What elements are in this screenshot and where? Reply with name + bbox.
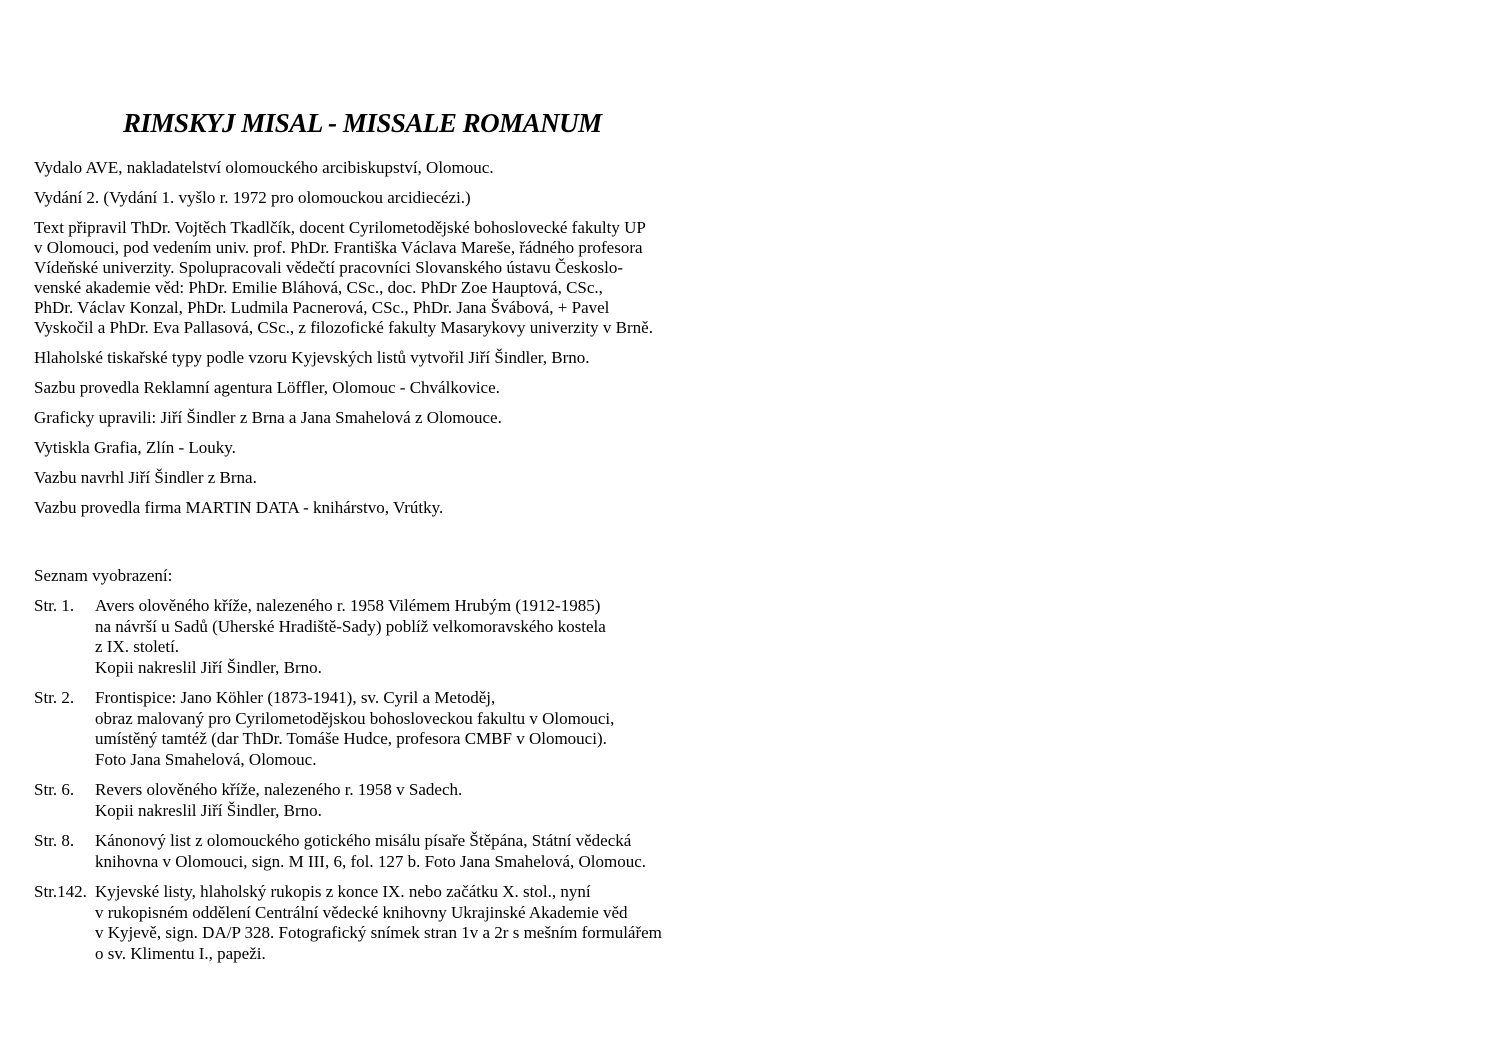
text-line: Vyskočil a PhDr. Eva Pallasová, CSc., z filozofické fakulty Masarykovy univerzity v Brně. xyxy=(34,318,653,337)
text-line: v Kyjevě, sign. DA/P 328. Fotografický snímek stran 1v a 2r s mešním formulářem xyxy=(95,923,662,942)
page-reference: Str. 2. xyxy=(34,688,75,707)
entry-description xyxy=(95,596,734,678)
text-line: PhDr. Václav Konzal, PhDr. Ludmila Pacnerová, CSc., PhDr. Jana Švábová, + Pavel xyxy=(34,298,610,317)
illustrations-list xyxy=(34,596,734,974)
text-line: Avers olověného kříže, nalezeného r. 1958 Vilémem Hrubým (1912-1985) xyxy=(95,596,601,615)
text-line: Vazbu navrhl Jiří Šindler z Brna. xyxy=(34,468,257,487)
list-item xyxy=(34,831,734,872)
text-line: Foto Jana Smahelová, Olomouc. xyxy=(95,749,317,769)
text-line: Kyjevské listy, hlaholský rukopis z konce IX. nebo začátku X. stol., nyní xyxy=(95,882,591,901)
text-line: Kánonový list z olomouckého gotického misálu písaře Štěpána, Státní vědecká xyxy=(95,831,632,850)
entry-description xyxy=(95,882,734,964)
text-line: obraz malovaný pro Cyrilometodějskou bohosloveckou fakultu v Olomouci, xyxy=(95,708,615,728)
illustrations-heading: Seznam vyobrazení: xyxy=(34,566,173,585)
entry-description xyxy=(95,831,734,872)
imprint-paragraph xyxy=(34,188,734,208)
list-item xyxy=(34,780,734,821)
page-reference: Str. 1. xyxy=(34,596,75,615)
text-line: umístěný tamtéž (dar ThDr. Tomáše Hudce, profesora CMBF v Olomouci). xyxy=(95,729,607,748)
text-line: venské akademie věd: PhDr. Emilie Bláhová, CSc., doc. PhDr Zoe Hauptová, CSc., xyxy=(34,278,603,297)
document-title: RIMSKYJ MISAL - MISSALE ROMANUM xyxy=(123,108,602,138)
text-line: Vazbu provedla firma MARTIN DATA - knihárstvo, Vrútky. xyxy=(34,498,444,517)
list-item xyxy=(34,688,734,770)
imprint-paragraph xyxy=(34,498,734,518)
text-line: Sazbu provedla Reklamní agentura Löffler, Olomouc - Chválkovice. xyxy=(34,378,500,397)
imprint-paragraph xyxy=(34,218,734,338)
entry-description xyxy=(95,780,734,821)
list-item xyxy=(34,882,734,964)
imprint-paragraph xyxy=(34,408,734,428)
text-line: Hlaholské tiskařské typy podle vzoru Kyjevských listů vytvořil Jiří Šindler, Brno. xyxy=(34,348,590,367)
text-line: Graficky upravili: Jiří Šindler z Brna a Jana Smahelová z Olomouce. xyxy=(34,408,502,427)
page-reference: Str. 6. xyxy=(34,780,75,799)
text-line: v rukopisném oddělení Centrální vědecké knihovny Ukrajinské Akademie věd xyxy=(95,902,628,922)
text-line: Revers olověného kříže, nalezeného r. 1958 v Sadech. xyxy=(95,780,463,799)
imprint-paragraph xyxy=(34,158,734,178)
text-line: knihovna v Olomouci, sign. M III, 6, fol. 127 b. Foto Jana Smahelová, Olomouc. xyxy=(95,851,647,871)
text-line: Text připravil ThDr. Vojtěch Tkadlčík, docent Cyrilometodějské bohoslovecké fakulty UP xyxy=(34,218,646,237)
text-line: z IX. století. xyxy=(95,637,180,656)
imprint-paragraph xyxy=(34,468,734,488)
text-line: na návrší u Sadů (Uherské Hradiště-Sady) poblíž velkomoravského kostela xyxy=(95,616,606,636)
text-line: Kopii nakreslil Jiří Šindler, Brno. xyxy=(95,800,322,820)
entry-description xyxy=(95,688,734,770)
page-reference: Str. 8. xyxy=(34,831,75,850)
imprint-paragraph xyxy=(34,348,734,368)
text-line: v Olomouci, pod vedením univ. prof. PhDr. Františka Václava Mareše, řádného profesora xyxy=(34,238,643,257)
list-item xyxy=(34,596,734,678)
text-line: Vídeňské univerzity. Spolupracovali vědečtí pracovníci Slovanského ústavu Českoslo- xyxy=(34,258,624,277)
text-line: Vytiskla Grafia, Zlín - Louky. xyxy=(34,438,236,457)
imprint-section xyxy=(34,158,734,528)
text-line: Kopii nakreslil Jiří Šindler, Brno. xyxy=(95,657,322,677)
imprint-paragraph xyxy=(34,438,734,458)
text-line: o sv. Klimentu I., papeži. xyxy=(95,943,266,963)
text-line: Vydání 2. (Vydání 1. vyšlo r. 1972 pro olomouckou arcidiecézi.) xyxy=(34,188,471,207)
page-reference: Str.142. xyxy=(34,882,87,901)
text-line: Frontispice: Jano Köhler (1873-1941), sv. Cyril a Metoděj, xyxy=(95,688,496,707)
text-line: Vydalo AVE, nakladatelství olomouckého arcibiskupství, Olomouc. xyxy=(34,158,494,177)
imprint-paragraph xyxy=(34,378,734,398)
